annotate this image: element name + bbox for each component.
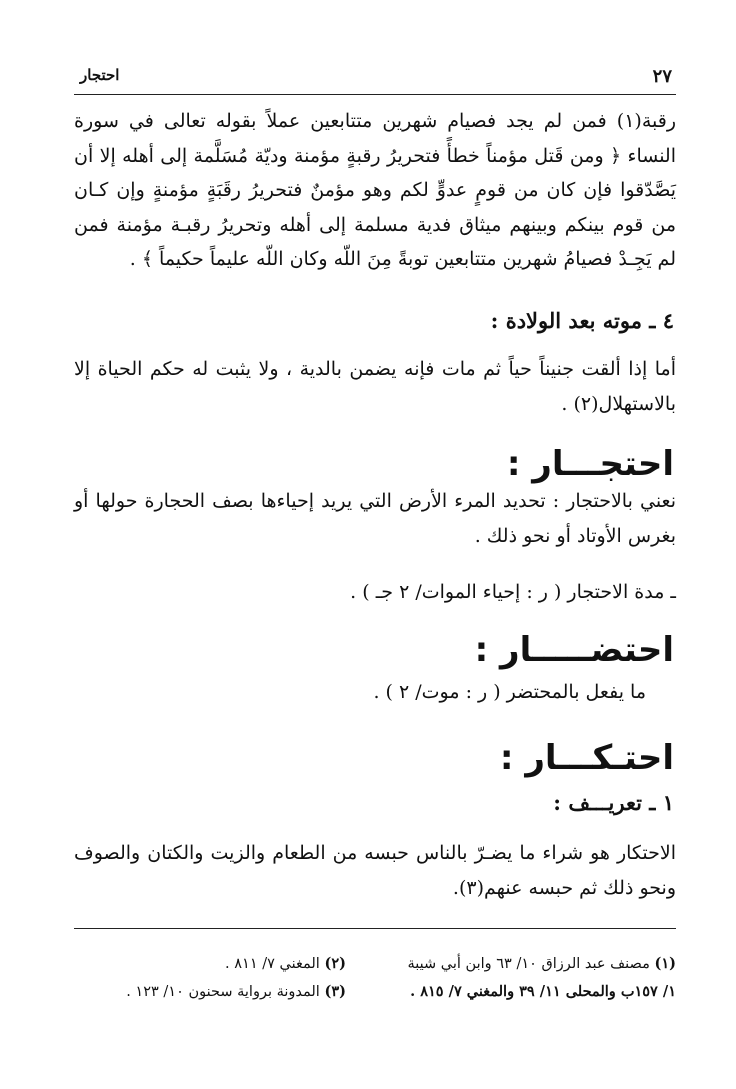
- footnote-3-number: (٣): [324, 983, 346, 1000]
- entry-title-ihtijar: احتجـــار :: [506, 444, 674, 484]
- footnote-1-number: (١): [654, 955, 676, 972]
- entry-title-ihtidar: احتضـــــار :: [474, 630, 674, 670]
- page-number: ٢٧: [652, 66, 672, 87]
- footnote-1-continuation: ١/ ١٥٧ب والمحلى ١١/ ٣٩ والمغني ٧/ ٨١٥ .: [410, 983, 676, 1000]
- footnote-2-number: (٢): [324, 955, 346, 972]
- running-title: احتجار: [80, 66, 120, 84]
- footnote-3: [126, 978, 346, 1006]
- header-rule: [74, 94, 676, 95]
- footnote-rule: [74, 928, 676, 929]
- footnote-1: [408, 950, 677, 978]
- footnote-1-line1: مصنف عبد الرزاق ١٠/ ٦٣ وابن أبي شيبة: [407, 956, 650, 972]
- ihtikar-definition-heading: ١ ـ تعريـــف :: [553, 790, 674, 815]
- death-paragraph: أما إذا ألقت جنيناً حياً ثم مات فإنه يضمن بالدية ، ولا يثبت له حكم الحياة إلا بالاستهلال(٢) .: [74, 358, 676, 415]
- entry-title-ihtikar: احتـكـــار :: [499, 738, 674, 778]
- death-heading: ٤ ـ موته بعد الولادة :: [490, 308, 674, 333]
- ihtijar-paragraph: نعني بالاحتجار : تحديد المرء الأرض التي يريد إحياءها بصف الحجارة حولها أو بغرس الأوتاد أو نحو ذلك .: [74, 490, 676, 547]
- footnote-3-text: المدونة برواية سحنون ١٠/ ١٢٣ .: [126, 984, 320, 1000]
- ihtidar-paragraph: ما يفعل بالمحتضر ( ر : موت/ ٢ ) .: [373, 681, 646, 703]
- ihtikar-paragraph: الاحتكار هو شراء ما يضـرّ بالناس حبسه من الطعام والزيت والكتان والصوف ونحو ذلك ثم حبسه عنهم(٣).: [74, 842, 676, 899]
- fraction-paragraph: رقبة(١) فمن لم يجد فصيام شهرين متتابعين عملاً بقوله تعالى في سورة النساء ﴿ ومن قَتل مؤمناً خطأً فتحريرُ رقبةٍ مؤمنة وديّة مُسَلَّمة إلى أهله إلا أن يَصَّدّقوا فإن كان من قومٍ عدوٍّ لكم وهو مؤمنٌ فتحريرُ رقَبَةٍ مؤمنةٍ وإن كـان من قوم بينكم وبينهم ميثاق فدية مسلمة إلى أهله وتحريرُ رقبـة مؤمنة فمن لم يَجِـدْ فصيامُ شهرين متتابعين توبةً مِنَ اللّه وكان اللّه عليماً حكيماً ﴾ .: [74, 110, 676, 270]
- footnote-2: [225, 950, 346, 978]
- ihtijar-duration: ـ مدة الاحتجار ( ر : إحياء الموات/ ٢ جـ ) .: [350, 581, 676, 603]
- footnote-2-text: المغني ٧/ ٨١١ .: [225, 956, 320, 972]
